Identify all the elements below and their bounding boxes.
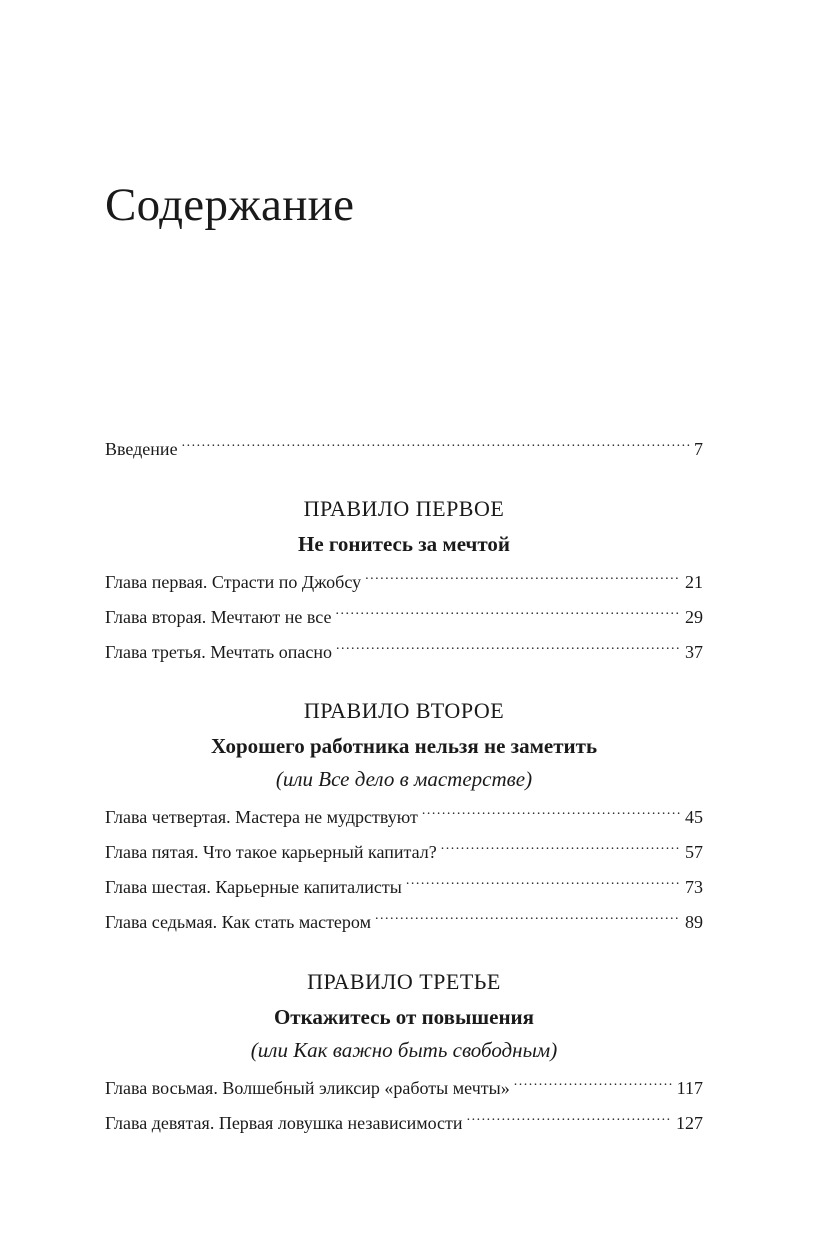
toc-entry-chapter-2[interactable] — [105, 605, 703, 629]
toc-entry-label: Глава девятая. Первая ловушка независимости — [105, 1113, 463, 1133]
toc-entry-label: Глава шестая. Карьерные капиталисты — [105, 877, 402, 897]
dot-leader — [375, 910, 681, 928]
toc-entry-label: Глава пятая. Что такое карьерный капитал? — [105, 842, 437, 862]
toc-entry-chapter-1[interactable] — [105, 570, 703, 594]
toc-entry-label: Глава первая. Страсти по Джобсу — [105, 572, 362, 592]
toc-page-number: 57 — [685, 842, 703, 862]
toc-entry-chapter-3[interactable] — [105, 640, 703, 664]
toc-page-number: 89 — [685, 912, 703, 932]
dot-leader — [441, 840, 681, 858]
toc-page-number: 21 — [685, 572, 703, 592]
rule-3-subtitle: (или Как важно быть свободным) — [250, 1038, 558, 1062]
dot-leader — [365, 570, 681, 588]
toc-entry-label: Глава четвертая. Мастера не мудрствуют — [105, 807, 418, 827]
dot-leader — [336, 640, 681, 658]
dot-leader — [422, 805, 681, 823]
toc-page-number: 29 — [685, 607, 703, 627]
toc-entry-chapter-5[interactable] — [105, 840, 703, 864]
toc-page-number: 127 — [676, 1113, 703, 1133]
toc-page-number: 7 — [694, 439, 703, 459]
rule-3-label: ПРАВИЛО ТРЕТЬЕ — [307, 969, 501, 994]
toc-page-number: 73 — [685, 877, 703, 897]
dot-leader — [182, 437, 690, 455]
rule-2-label: ПРАВИЛО ВТОРОЕ — [303, 698, 505, 723]
rule-1-label: ПРАВИЛО ПЕРВОЕ — [303, 496, 505, 521]
toc-entry-label: Глава седьмая. Как стать мастером — [105, 912, 371, 932]
toc-entry-label: Введение — [105, 439, 178, 459]
toc-entry-label: Глава вторая. Мечтают не все — [105, 607, 332, 627]
rule-1-title: Не гонитесь за мечтой — [298, 532, 510, 556]
toc-entry-chapter-9[interactable] — [105, 1111, 703, 1135]
toc-entry-label: Глава восьмая. Волшебный эликсир «работы мечты» — [105, 1078, 510, 1098]
toc-entry-chapter-6[interactable] — [105, 875, 703, 899]
rule-2-title: Хорошего работника нельзя не заметить — [210, 734, 598, 758]
page-title: Содержание — [105, 179, 355, 231]
dot-leader — [335, 605, 681, 623]
toc-page-number: 45 — [685, 807, 703, 827]
toc-page-number: 37 — [685, 642, 703, 662]
toc-entry-intro[interactable] — [105, 437, 703, 461]
rule-2-subtitle: (или Все дело в мастерстве) — [275, 767, 533, 791]
dot-leader — [514, 1076, 673, 1094]
toc-entry-label: Глава третья. Мечтать опасно — [105, 642, 332, 662]
rule-3-title: Откажитесь от повышения — [273, 1005, 535, 1029]
dot-leader — [406, 875, 681, 893]
toc-entry-chapter-7[interactable] — [105, 910, 703, 934]
toc-entry-chapter-8[interactable] — [105, 1076, 703, 1100]
toc-entry-chapter-4[interactable] — [105, 805, 703, 829]
toc-page-number: 117 — [676, 1078, 703, 1098]
dot-leader — [467, 1111, 672, 1129]
